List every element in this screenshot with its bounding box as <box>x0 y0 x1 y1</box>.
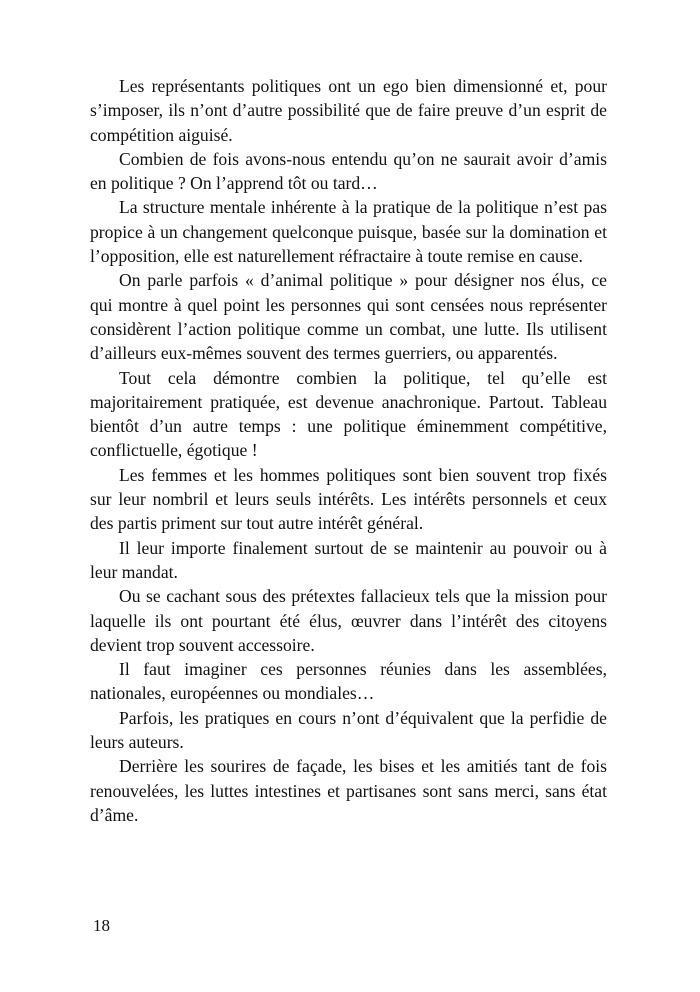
paragraph: Parfois, les pratiques en cours n’ont d’équivalent que la perfidie de leurs auteurs. <box>90 707 607 753</box>
paragraph: Combien de fois avons-nous entendu qu’on ne saurait avoir d’amis en politique ? On l’apprend tôt ou tard… <box>90 148 607 194</box>
paragraph: Les femmes et les hommes politiques sont bien souvent trop fixés sur leur nombril et leurs seuls intérêts. Les intérêts personnels et ceux des partis priment sur tout autre intérêt général. <box>90 464 607 534</box>
paragraph: Il faut imaginer ces personnes réunies dans les assemblées, nationales, européennes ou mondiales… <box>90 659 607 704</box>
paragraph: La structure mentale inhérente à la pratique de la politique n’est pas propice à un changement quelconque puisque, basée sur la domination et l’opposition, elle est naturellement réfractaire à toute remise en cause. <box>90 197 607 267</box>
page-number: 18 <box>93 916 110 935</box>
paragraph: Il leur importe finalement surtout de se maintenir au pouvoir ou à leur mandat. <box>90 537 607 582</box>
paragraph: On parle parfois « d’animal politique » pour désigner nos élus, ce qui montre à quel point les personnes qui sont censées nous représenter considèrent l’action politique comme un combat, une lutte. Ils utilisent d’ailleurs eux-mêmes souvent des termes guerriers, ou apparentés. <box>90 270 607 364</box>
paragraph: Les représentants politiques ont un ego bien dimensionné et, pour s’imposer, ils n’ont d’autre possibilité que de faire preuve d’un esprit de compétition aiguisé. <box>90 76 607 145</box>
body-text <box>90 74 607 827</box>
paragraph: Tout cela démontre combien la politique, tel qu’elle est majoritairement pratiquée, est devenue anachronique. Partout. Tableau bientôt d’un autre temps : une politique éminemment compétitive, conflictuelle, égotique ! <box>90 367 607 461</box>
paragraph: Derrière les sourires de façade, les bises et les amitiés tant de fois renouvelées, les luttes intestines et partisanes sont sans merci, sans état d’âme. <box>90 756 607 825</box>
paragraph: Ou se cachant sous des prétextes fallacieux tels que la mission pour laquelle ils ont pourtant été élus, œuvrer dans l’intérêt des citoyens devient trop souvent accessoire. <box>90 586 607 655</box>
